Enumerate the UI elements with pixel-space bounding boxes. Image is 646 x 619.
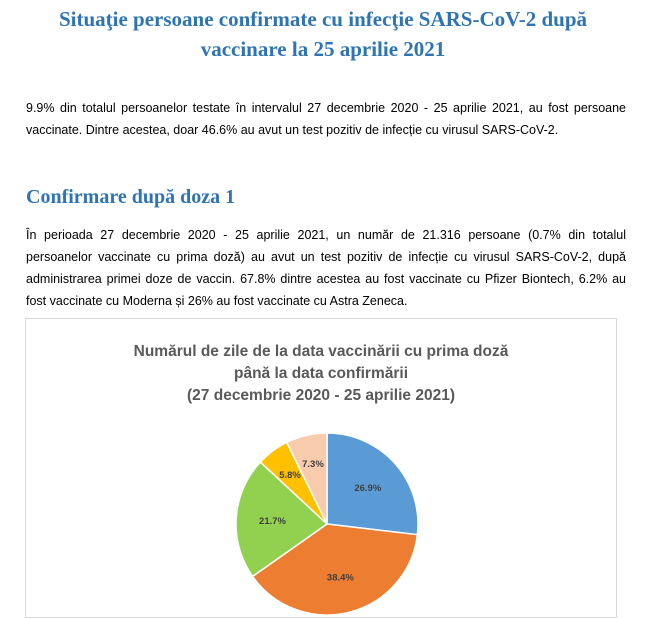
page-title-line-1: Situaţie persoane confirmate cu infecţie SARS-CoV-2 după [58,7,588,31]
page-title-line-2: vaccinare la 25 aprilie 2021 [200,37,446,61]
section-heading-dose-1: Confirmare după doza 1 [26,186,236,208]
chart-title-line-1: Numărul de zile de la data vaccinării cu prima doză [133,343,509,360]
pie-chart-container [25,318,617,618]
pie-data-label-2: 38.4% [326,572,354,584]
pie-data-label-5: 7.3% [302,459,324,471]
pie-chart [26,319,618,619]
section-paragraph-dose-1: În perioada 27 decembrie 2020 - 25 aprilie 2021, un număr de 21.316 persoane (0.7% din totalul persoanelor vaccinate cu prima doză) au avut un test pozitiv de infecție cu virusul SARS-CoV-2, după administrarea primei doze de vaccin. 67.8% dintre acestea au fost vaccinate cu Pfizer Biontech, 6.2% au fost vaccinate cu Moderna și 26% au fost vaccinate cu Astra Zeneca. [26,228,626,308]
pie-data-label-3: 21.7% [259,515,286,527]
page-title [40,4,606,64]
pie-data-label-4: 5.8% [279,469,301,481]
chart-title-line-3: (27 decembrie 2020 - 25 aprilie 2021) [187,387,455,404]
chart-title-line-2: până la data confirmării [234,365,408,382]
pie-data-label-1: 26.9% [354,483,382,495]
intro-paragraph: 9.9% din totalul persoanelor testate în intervalul 27 decembrie 2020 - 25 aprilie 2021, au fost persoane vaccinate. Dintre acestea, doar 46.6% au avut un test pozitiv de infecție cu virusul SARS-CoV-2. [26,101,626,137]
